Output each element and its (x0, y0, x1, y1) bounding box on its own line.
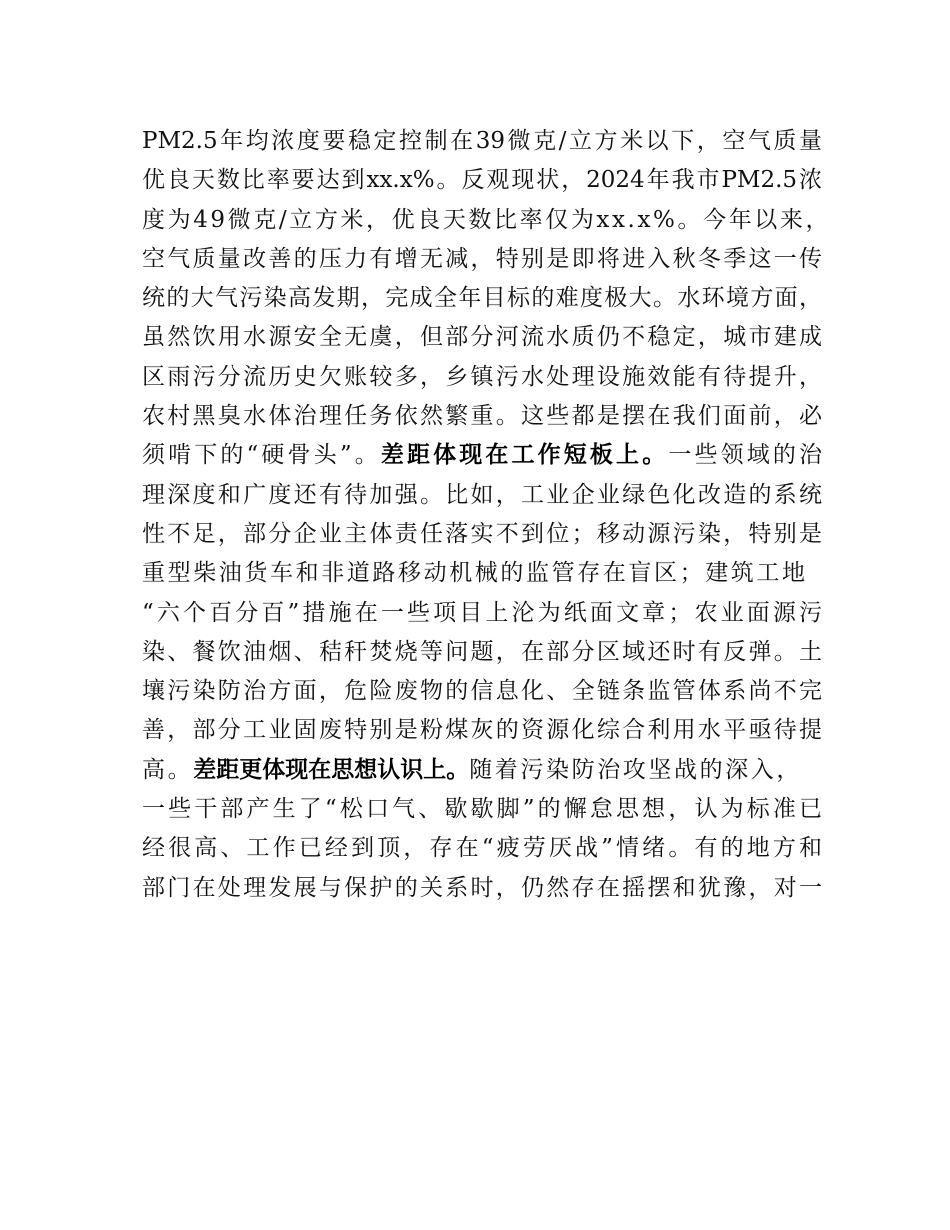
body-text-segment: 须啃下的“硬骨头”。 (142, 442, 381, 469)
body-text-segment: 一些干部产生了“松口气、歇歇脚”的懈怠思想，认为标准已 (142, 796, 822, 823)
text-line (142, 476, 822, 515)
text-line (142, 672, 822, 711)
emphasized-heading-text: 差距更体现在思想认识上。 (193, 756, 470, 783)
body-text-segment: 经很高、工作已经到顶，存在“疲劳厌战”情绪。有的地方和 (142, 835, 822, 862)
body-text-segment: 理深度和广度还有待加强。比如，工业企业绿色化改造的系统 (142, 481, 822, 508)
text-line (142, 554, 822, 593)
body-text-segment: 高。 (142, 756, 194, 783)
text-line (142, 397, 822, 436)
text-line (142, 436, 822, 475)
body-text-segment: 性不足，部分企业主体责任落实不到位；移动源污染，特别是 (142, 520, 822, 547)
text-line (142, 869, 822, 908)
text-line (142, 751, 822, 790)
text-line (142, 711, 822, 750)
text-line (142, 358, 822, 397)
body-text-segment: 农村黑臭水体治理任务依然繁重。这些都是摆在我们面前，必 (142, 403, 822, 430)
body-text-segment: 空气质量改善的压力有增无减，特别是即将进入秋冬季这一传 (142, 245, 822, 272)
text-line (142, 790, 822, 829)
body-text-segment: 重型柴油货车和非道路移动机械的监管存在盲区；建筑工地 (142, 560, 808, 587)
body-text-segment: 善，部分工业固废特别是粉煤灰的资源化综合利用水平亟待提 (142, 717, 822, 744)
text-line (142, 240, 822, 279)
text-line (142, 594, 822, 633)
text-line (142, 515, 822, 554)
body-text-segment: 统的大气污染高发期，完成全年目标的难度极大。水环境方面， (142, 285, 822, 312)
body-text-segment: 壤污染防治方面，危险废物的信息化、全链条监管体系尚不完 (142, 678, 822, 705)
text-line (142, 122, 822, 161)
body-text-segment: 区雨污分流历史欠账较多，乡镇污水处理设施效能有待提升， (142, 363, 822, 390)
text-line (142, 161, 822, 200)
body-text-segment: 虽然饮用水源安全无虞，但部分河流水质仍不稳定，城市建成 (142, 324, 822, 351)
emphasized-heading-text: 差距体现在工作短板上。 (380, 442, 669, 469)
body-text-segment: 随着污染防治攻坚战的深入， (469, 756, 803, 783)
body-text-segment: “六个百分百”措施在一些项目上沦为纸面文章；农业面源污 (142, 599, 822, 626)
body-paragraph (142, 122, 832, 908)
body-text-segment: 部门在处理发展与保护的关系时，仍然存在摇摆和犹豫，对一 (142, 874, 822, 901)
body-text-segment: 一些领域的治 (668, 442, 822, 469)
text-line (142, 318, 822, 357)
body-text-segment: 优良天数比率要达到xx.x%。反观现状，2024年我市PM2.5浓 (142, 167, 822, 194)
body-text-segment: 度为49微克/立方米，优良天数比率仅为xx.x%。今年以来， (142, 206, 832, 233)
body-text-segment: 染、餐饮油烟、秸秆焚烧等问题，在部分区域还时有反弹。土 (142, 638, 822, 665)
text-line (142, 829, 822, 868)
text-line (142, 279, 822, 318)
body-text-segment: PM2.5年均浓度要稳定控制在39微克/立方米以下，空气质量 (142, 128, 822, 154)
text-line (142, 633, 822, 672)
text-line (142, 201, 832, 240)
